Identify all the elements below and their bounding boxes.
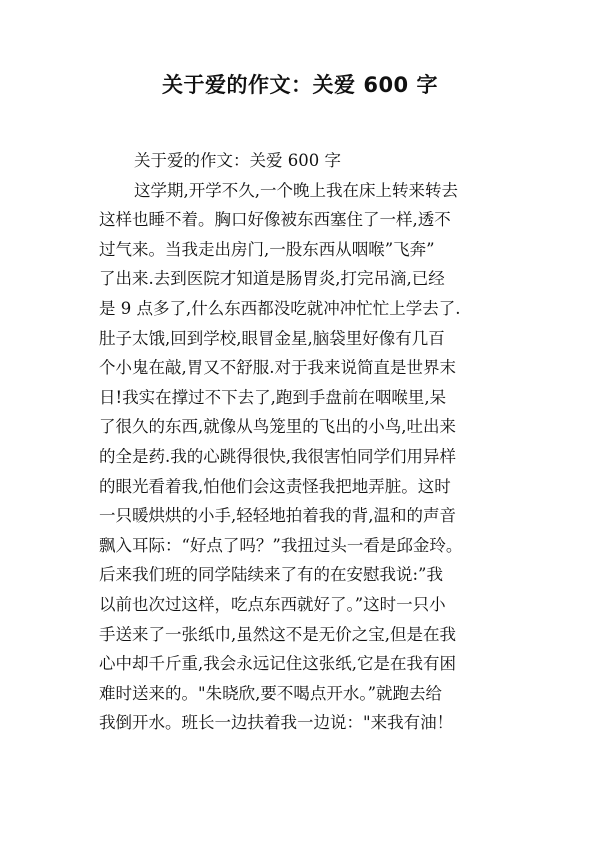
paragraph-line: 的全是药.我的心跳得很快,我很害怕同学们用异样	[99, 446, 456, 466]
paragraph-line: 了很久的东西,就像从鸟笼里的飞出的小鸟,吐出来	[99, 417, 456, 437]
paragraph-line: 日!我实在撑过不下去了,跑到手盘前在咽喉里,呆	[99, 387, 447, 407]
paragraph-line: 这学期,开学不久,一个晚上我在床上转来转去	[134, 180, 458, 200]
paragraph-line: 个小鬼在敲,胃又不舒服.对于我来说简直是世界末	[99, 358, 456, 378]
paragraph-line: 这样也睡不着。胸口好像被东西塞住了一样,透不	[99, 210, 451, 230]
document-title: 关于爱的作文：关爱 600 字	[162, 73, 438, 97]
paragraph-line: 肚子太饿,回到学校,眼冒金星,脑袋里好像有几百	[99, 328, 445, 348]
paragraph-line: 我倒开水。班长一边扶着我一边说："来我有油！	[99, 713, 454, 733]
paragraph-line: 以前也次过这样，吃点东西就好了。”这时一只小	[99, 594, 446, 614]
paragraph-line: 过气来。当我走出房门,一股东西从咽喉”飞奔”	[99, 239, 435, 259]
paragraph-line: 手送来了一张纸巾,虽然这不是无价之宝,但是在我	[99, 624, 456, 644]
paragraph-line: 难时送来的。"朱晓欣,要不喝点开水。”就跑去给	[99, 683, 443, 703]
subtitle-line: 关于爱的作文：关爱 600 字	[134, 151, 341, 170]
paragraph-line: 后来我们班的同学陆续来了有的在安慰我说:”我	[99, 565, 443, 585]
paragraph-line: 心中却千斤重,我会永远记住这张纸,它是在我有困	[99, 654, 456, 674]
paragraph-line: 飘入耳际：“好点了吗？”我扭过头一看是邱金玲。	[99, 535, 463, 555]
paragraph-line: 是 9 点多了,什么东西都没吃就冲冲忙忙上学去了.	[99, 298, 461, 318]
paragraph-line: 的眼光看着我,怕他们会这责怪我把地弄脏。这时	[99, 476, 451, 496]
paragraph-line: 一只暖烘烘的小手,轻轻地拍着我的背,温和的声音	[99, 506, 456, 526]
document-body	[99, 146, 499, 738]
paragraph-line: 了出来.去到医院才知道是肠胃炎,打完吊滴,已经	[99, 269, 445, 289]
